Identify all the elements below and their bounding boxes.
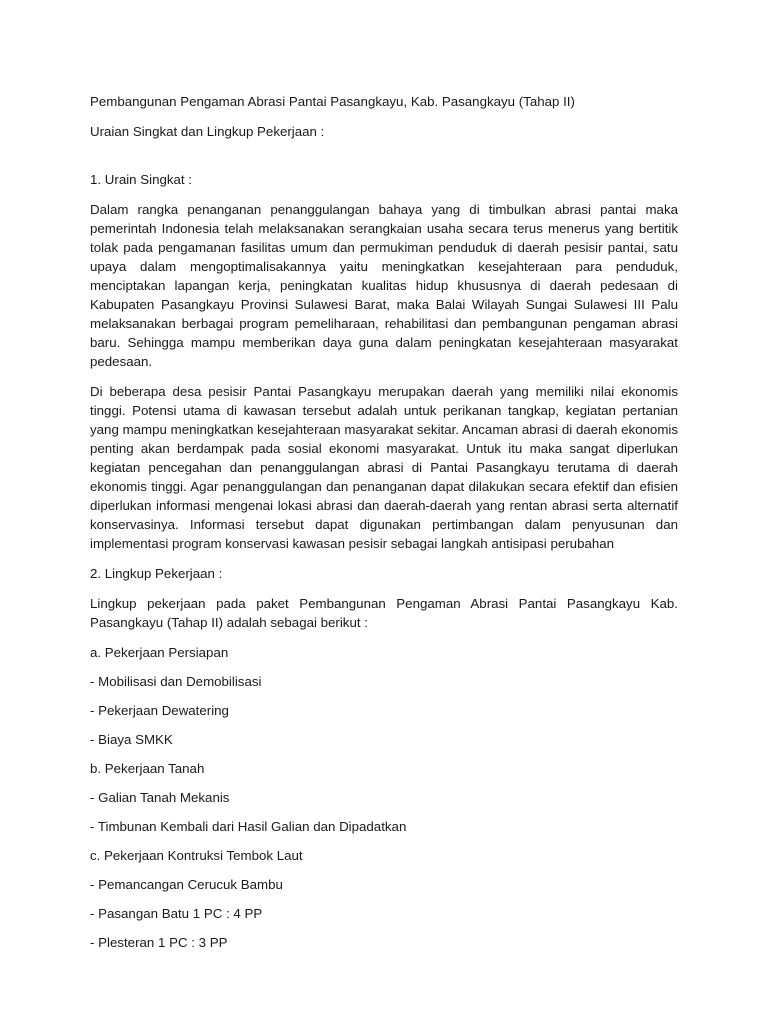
scope-list-item: - Pemancangan Cerucuk Bambu	[90, 877, 283, 892]
paragraph-economic-potential: Di beberapa desa pesisir Pantai Pasangkayu merupakan daerah yang memiliki nilai ekonomis tinggi. Potensi utama di kawasan tersebut adalah untuk perikanan tangkap, kegiatan pertanian yang mampu meningkatkan kesejahteraan masyarakat sekitar. Ancaman abrasi di daerah ekonomis penting akan berdampak pada sosial ekonomi masyarakat. Untuk itu maka sangat diperlukan kegiatan pencegahan dan penanggulangan abrasi di Pantai Pasangkayu terutama di daerah ekonomis tinggi. Agar penanggulangan dan penanganan dapat dilakukan secara efektif dan efisien diperlukan informasi mengenai lokasi abrasi dan daerah-daerah yang rentan abrasi serta alternatif konservasinya. Informasi tersebut dapat digunakan pertimbangan dalam penyusunan dan implementasi program konservasi kawasan pesisir sebagai langkah antisipasi perubahan	[90, 384, 678, 551]
scope-list-item: - Plesteran 1 PC : 3 PP	[90, 935, 228, 950]
scope-list-item: - Timbunan Kembali dari Hasil Galian dan Dipadatkan	[90, 819, 407, 834]
section-heading-lingkup-pekerjaan: 2. Lingkup Pekerjaan :	[90, 566, 223, 581]
scope-list-item: - Biaya SMKK	[90, 732, 173, 747]
section-heading-urain-singkat: 1. Urain Singkat :	[90, 172, 192, 187]
scope-list-item: a. Pekerjaan Persiapan	[90, 645, 229, 660]
scope-list-item: - Mobilisasi dan Demobilisasi	[90, 674, 262, 689]
document-title: Pembangunan Pengaman Abrasi Pantai Pasangkayu, Kab. Pasangkayu (Tahap II)	[90, 94, 575, 109]
scope-list	[90, 643, 678, 952]
paragraph-scope-intro: Lingkup pekerjaan pada paket Pembangunan Pengaman Abrasi Pantai Pasangkayu Kab. Pasangkayu (Tahap II) adalah sebagai berikut :	[90, 596, 678, 630]
scope-list-item: b. Pekerjaan Tanah	[90, 761, 205, 776]
document-page	[90, 92, 678, 962]
paragraph-background: Dalam rangka penanganan penanggulangan bahaya yang di timbulkan abrasi pantai maka pemerintah Indonesia telah melaksanakan serangkaian usaha secara terus menerus yang bertitik tolak pada pengamanan fasilitas umum dan permukiman penduduk di daerah pesisir pantai, satu upaya dalam mengoptimalisakannya yaitu meningkatkan kesejahteraan para penduduk, menciptakan lapangan kerja, peningkatan kualitas hidup khususnya di daerah pedesaan di Kabupaten Pasangkayu Provinsi Sulawesi Barat, maka Balai Wilayah Sungai Sulawesi III Palu melaksanakan berbagai program pemeliharaan, rehabilitasi dan pembangunan pengaman abrasi baru. Sehingga mampu memberikan daya guna dalam peningkatan kesejahteraan masyarakat pedesaan.	[90, 202, 678, 369]
scope-list-item: - Pasangan Batu 1 PC : 4 PP	[90, 906, 263, 921]
scope-list-item: c. Pekerjaan Kontruksi Tembok Laut	[90, 848, 303, 863]
scope-list-item: - Galian Tanah Mekanis	[90, 790, 230, 805]
document-subtitle: Uraian Singkat dan Lingkup Pekerjaan :	[90, 124, 325, 139]
scope-list-item: - Pekerjaan Dewatering	[90, 703, 229, 718]
